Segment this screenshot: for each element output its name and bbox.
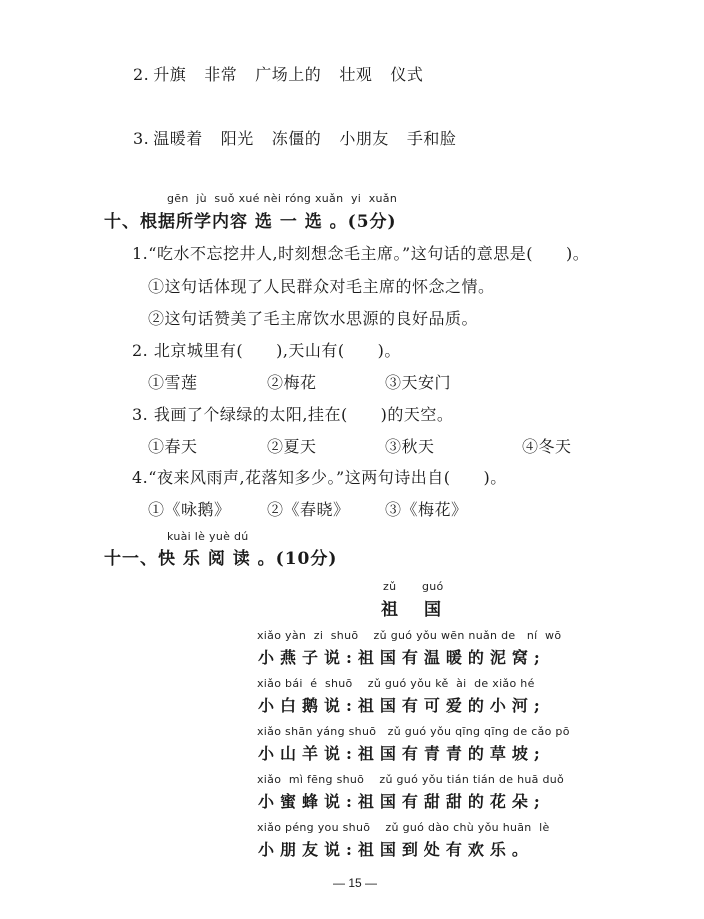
poem-line-4: 小蜜蜂说:祖国有甜甜的花朵; xyxy=(258,792,546,811)
item-number: 2. xyxy=(133,65,150,84)
word: 广场上的 xyxy=(255,65,322,84)
question-2-stem: 2. 北京城里有( ),天山有( )。 xyxy=(132,341,401,360)
page-number: — 15 — xyxy=(333,876,378,890)
word: 壮观 xyxy=(339,65,373,84)
poem-line-3: 小山羊说:祖国有青青的草坡; xyxy=(258,744,546,763)
question-2-option-2: ②梅花 xyxy=(267,373,317,392)
word: 小朋友 xyxy=(339,129,389,148)
word: 阳光 xyxy=(220,129,254,148)
word: 温暖着 xyxy=(153,129,203,148)
question-3-option-1: ①春天 xyxy=(148,437,198,456)
word: 冻僵的 xyxy=(271,129,322,148)
section-10-pinyin: gēn jù suǒ xué nèi róng xuǎn yi xuǎn xyxy=(167,192,398,205)
question-2-option-3: ③天安门 xyxy=(385,373,452,392)
question-2-option-1: ①雪莲 xyxy=(148,373,198,392)
question-4-option-2: ②《春晓》 xyxy=(267,500,350,519)
question-3-option-2: ②夏天 xyxy=(267,437,317,456)
question-3-stem: 3. 我画了个绿绿的太阳,挂在( )的天空。 xyxy=(132,405,454,424)
question-1-option-2: ②这句话赞美了毛主席饮水思源的良好品质。 xyxy=(148,309,479,328)
question-4-stem: 4.“夜来风雨声,花落知多少。”这两句诗出自( )。 xyxy=(132,468,507,487)
section-11-pinyin: kuài lè yuè dú xyxy=(167,530,249,543)
word: 仪式 xyxy=(390,65,424,84)
question-1-stem: 1.“吃水不忘挖井人,时刻想念毛主席。”这句话的意思是( )。 xyxy=(132,244,590,263)
poem-line-4-pinyin: xiǎo mì fēng shuō zǔ guó yǒu tián tián de huā duǒ xyxy=(257,773,565,786)
item-number: 3. xyxy=(133,129,150,148)
poem-line-5: 小朋友说:祖国到处有欢乐。 xyxy=(258,840,534,859)
question-3-option-4: ④冬天 xyxy=(522,437,572,456)
question-1-option-1: ①这句话体现了人民群众对毛主席的怀念之情。 xyxy=(148,277,495,296)
poem-line-2: 小白鹅说:祖国有可爱的小河; xyxy=(258,696,546,715)
poem-line-5-pinyin: xiǎo péng you shuō zǔ guó dào chù yǒu huān lè xyxy=(257,821,550,834)
poem-line-3-pinyin: xiǎo shān yáng shuō zǔ guó yǒu qīng qīng de cǎo pō xyxy=(257,725,570,738)
poem-title-pinyin-2: guó xyxy=(422,580,444,593)
word-order-item-2 xyxy=(133,62,423,85)
poem-title-pinyin-1: zǔ xyxy=(383,580,397,593)
question-4-option-1: ①《咏鹅》 xyxy=(148,500,231,519)
word: 升旗 xyxy=(153,65,187,84)
word: 手和脸 xyxy=(406,129,457,148)
section-11-heading: 十一、快 乐 阅 读 。(10分) xyxy=(104,549,338,569)
poem-line-2-pinyin: xiǎo bái é shuō zǔ guó yǒu kě ài de xiǎo hé xyxy=(257,677,535,690)
word-order-item-3 xyxy=(133,126,456,149)
poem-line-1: 小燕子说:祖国有温暖的泥窝; xyxy=(258,648,546,667)
word: 非常 xyxy=(204,65,238,84)
question-3-option-3: ③秋天 xyxy=(385,437,435,456)
question-4-option-3: ③《梅花》 xyxy=(385,500,468,519)
section-10-heading: 十、根据所学内容 选 一 选 。(5分) xyxy=(104,212,397,232)
poem-line-1-pinyin: xiǎo yàn zi shuō zǔ guó yǒu wēn nuǎn de ní wō xyxy=(257,629,562,642)
poem-title: 祖国 xyxy=(381,600,467,620)
